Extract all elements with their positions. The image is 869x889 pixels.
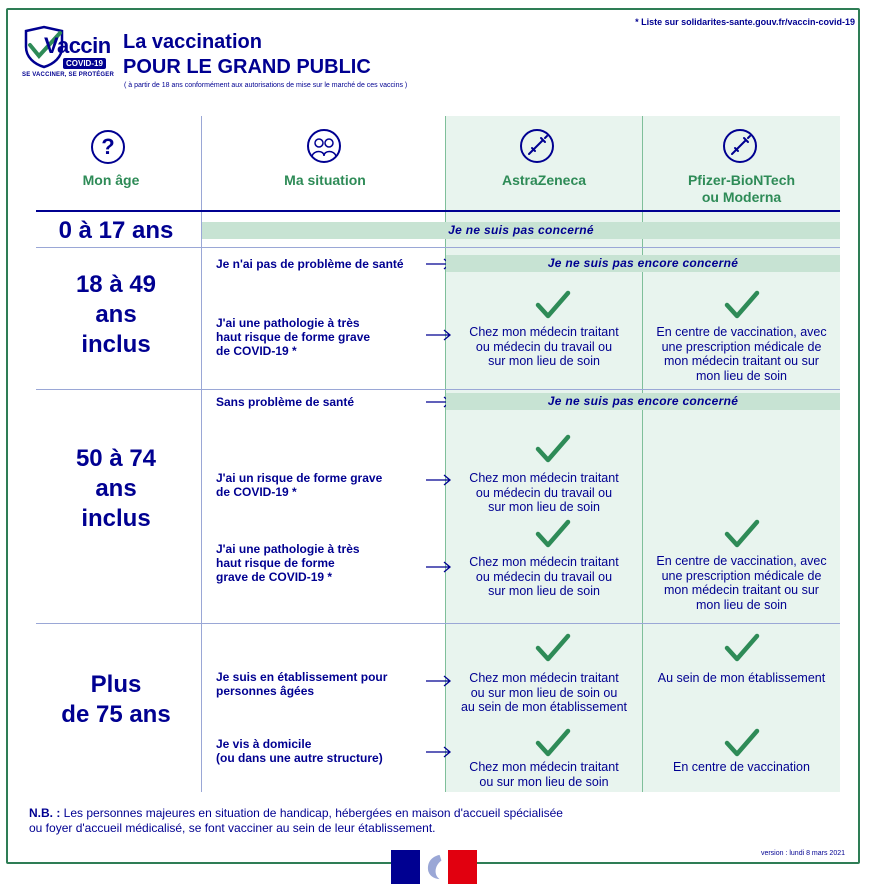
footnote-line2: ou foyer d'accueil médicalisé, se font vacciner au sein de leur établissement. <box>29 821 436 835</box>
pfizer-column-bg <box>643 116 840 792</box>
situation-18-49-healthy: Je n'ai pas de problème de santé <box>216 257 404 271</box>
checkmark-icon <box>724 519 760 549</box>
source-note: * Liste sur solidarites-sante.gouv.fr/vaccin-covid-19 <box>635 17 855 27</box>
pfizer-75-home-location: En centre de vaccination <box>673 760 810 774</box>
situation-line: de COVID-19 * <box>216 485 297 499</box>
astrazeneca-75-home-location <box>439 760 649 789</box>
astrazeneca-18-49-location <box>439 325 649 369</box>
situation-18-49-high-risk <box>216 316 370 358</box>
age-line: Plus <box>90 671 142 698</box>
age-0-17: 0 à 17 ans <box>58 217 174 244</box>
checkmark-icon <box>724 728 760 758</box>
age-50-74 <box>36 444 196 534</box>
cell-line: En centre de vaccination, avec <box>656 325 827 339</box>
cell-line: Chez mon médecin traitant <box>469 325 619 339</box>
age-line: ans <box>95 475 137 502</box>
page-title-line1: La vaccination <box>123 31 262 53</box>
checkmark-icon <box>724 290 760 320</box>
situation-50-74-high-risk <box>216 542 360 584</box>
version-label: version : lundi 8 mars 2021 <box>760 850 845 857</box>
pfizer-75-care-home-location: Au sein de mon établissement <box>657 671 826 685</box>
astrazeneca-75-care-home-location <box>439 671 649 715</box>
cell-line: sur mon lieu de soin <box>488 584 600 598</box>
situation-line: Je vis à domicile <box>216 737 312 751</box>
situation-75-home <box>216 737 383 765</box>
age-line: inclus <box>81 331 151 358</box>
column-header-pfizer <box>643 172 840 206</box>
age-18-49 <box>36 270 196 360</box>
page-subtitle: ( à partir de 18 ans conformément aux autorisations de mise sur le marché de ces vaccins ) <box>124 82 408 89</box>
age-line: de 75 ans <box>61 701 171 728</box>
situation-line: haut risque de forme grave <box>216 330 371 344</box>
cell-line: En centre de vaccination, avec <box>656 554 827 568</box>
checkmark-icon <box>535 290 571 320</box>
row-divider <box>36 623 840 624</box>
checkmark-icon <box>535 519 571 549</box>
checkmark-icon <box>535 633 571 663</box>
checkmark-icon <box>535 728 571 758</box>
cell-line: Chez mon médecin traitant <box>469 760 619 774</box>
column-header-age: Mon âge <box>82 172 140 188</box>
divider <box>201 116 202 792</box>
pfizer-18-49-location <box>643 325 840 383</box>
column-header-pfizer-line1: Pfizer-BioNTech <box>687 172 796 188</box>
people-icon <box>306 128 342 164</box>
age-line: 18 à 49 <box>75 271 157 298</box>
situation-50-74-risk <box>216 471 382 499</box>
age-75-plus <box>36 670 196 730</box>
situation-line: J'ai une pathologie à très <box>216 316 360 330</box>
cell-line: sur mon lieu de soin <box>488 354 600 368</box>
situation-line: (ou dans une autre structure) <box>216 751 383 765</box>
age-line: ans <box>95 301 137 328</box>
checkmark-icon <box>724 633 760 663</box>
footnote-line1: Les personnes majeures en situation de handicap, hébergées en maison d'accueil spécialisée <box>60 806 563 820</box>
astrazeneca-50-74-risk-location <box>439 471 649 515</box>
column-header-situation: Ma situation <box>284 172 366 188</box>
cell-line: mon lieu de soin <box>695 597 788 612</box>
band-not-concerned: Je ne suis pas concerné <box>202 222 840 239</box>
cell-line: ou sur mon lieu de soin <box>479 774 609 789</box>
logo-wordmark: Vaccin <box>44 33 111 58</box>
situation-line: haut risque de forme <box>216 556 335 570</box>
cell-line: Chez mon médecin traitant <box>469 555 619 569</box>
astrazeneca-50-74-high-risk-location <box>439 555 649 599</box>
cell-line: sur mon lieu de soin <box>488 500 600 514</box>
situation-line: personnes âgées <box>216 684 315 698</box>
header-divider <box>36 210 840 212</box>
footnote-label: N.B. : <box>29 806 61 820</box>
cell-line: une prescription médicale de <box>661 339 822 354</box>
pfizer-50-74-high-risk-location <box>643 554 840 612</box>
page-title-line2: POUR LE GRAND PUBLIC <box>123 56 371 78</box>
cell-line: ou sur mon lieu de soin ou <box>470 685 618 700</box>
syringe-icon <box>519 128 555 164</box>
republic-logo <box>391 850 477 884</box>
situation-line: J'ai un risque de forme grave <box>216 471 383 485</box>
situation-line: Je suis en établissement pour <box>216 670 388 684</box>
column-header-astrazeneca: AstraZeneca <box>501 172 587 188</box>
situation-line: grave de COVID-19 * <box>216 570 333 584</box>
cell-line: Chez mon médecin traitant <box>469 671 619 685</box>
marianne-profile-icon <box>421 851 447 883</box>
column-header-pfizer-line2: ou Moderna <box>701 189 782 205</box>
situation-line: J'ai une pathologie à très <box>216 542 360 556</box>
arrow-right-icon <box>426 746 452 758</box>
syringe-icon <box>722 128 758 164</box>
cell-line: une prescription médicale de <box>661 568 822 583</box>
cell-line: ou médecin du travail ou <box>475 569 613 584</box>
logo-badge: COVID-19 <box>63 58 106 69</box>
cell-line: ou médecin du travail ou <box>475 339 613 354</box>
cell-line: au sein de mon établissement <box>460 700 628 714</box>
age-line: inclus <box>81 505 151 532</box>
situation-line: de COVID-19 * <box>216 344 297 358</box>
question-icon: ? <box>91 130 125 164</box>
band-not-yet-concerned: Je ne suis pas encore concerné <box>446 255 840 272</box>
cell-line: ou médecin du travail ou <box>475 485 613 500</box>
situation-75-care-home <box>216 670 387 698</box>
cell-line: mon médecin traitant ou sur <box>664 583 819 597</box>
band-not-yet-concerned: Je ne suis pas encore concerné <box>446 393 840 410</box>
cell-line: Chez mon médecin traitant <box>469 471 619 485</box>
cell-line: mon lieu de soin <box>695 368 788 383</box>
row-divider <box>36 389 840 390</box>
cell-line: mon médecin traitant ou sur <box>664 354 819 368</box>
age-line: 50 à 74 <box>75 445 157 472</box>
row-divider <box>36 247 840 248</box>
footnote <box>29 806 563 836</box>
checkmark-icon <box>535 434 571 464</box>
logo-tagline: SE VACCINER, SE PROTÉGER <box>22 72 115 78</box>
situation-50-74-healthy: Sans problème de santé <box>216 395 355 409</box>
